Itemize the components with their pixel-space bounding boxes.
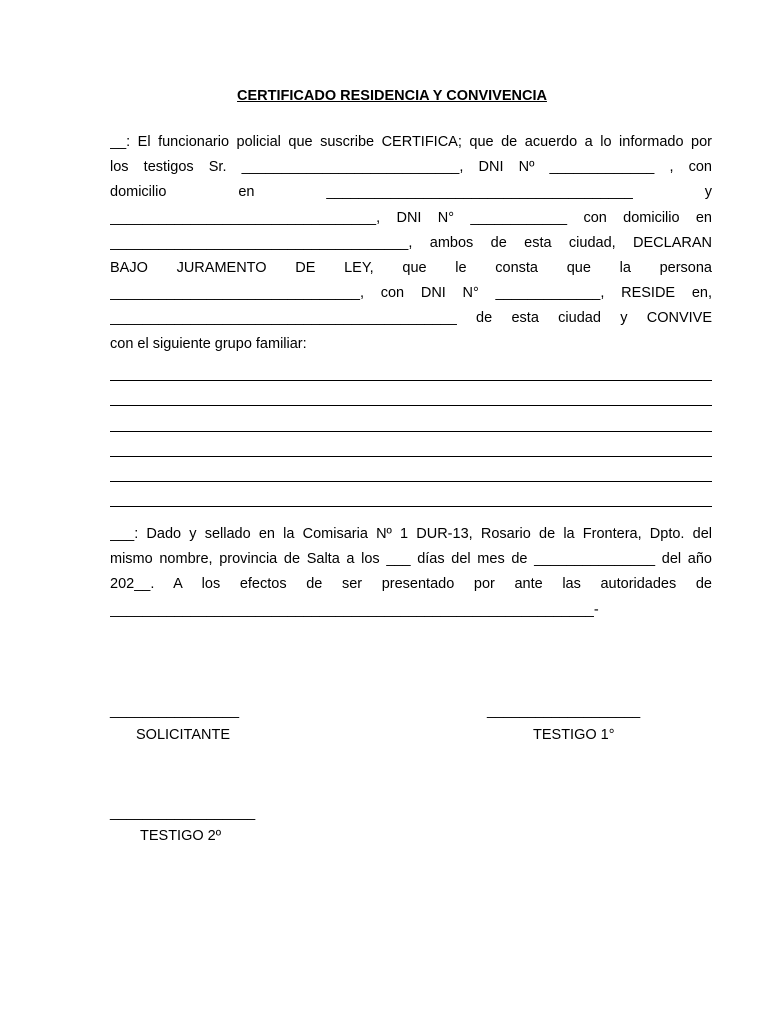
blank-line <box>110 385 712 410</box>
paragraph-line: mismo nombre, provincia de Salta a los ___ días del mes de _______________ del año <box>110 551 712 568</box>
blank-line <box>110 360 712 385</box>
blank-line <box>110 486 712 511</box>
paragraph-line: los testigos Sr. ___________________________, DNI Nº _____________ , con <box>110 159 712 176</box>
paragraph-line: __: El funcionario policial que suscribe CERTIFICA; que de acuerdo a lo informado por <box>110 134 712 150</box>
certification-paragraph <box>110 130 712 357</box>
paragraph-line: _________________________________, DNI N° ____________ con domicilio en <box>110 209 712 226</box>
paragraph-line: ____________________________________________________________- <box>110 601 599 618</box>
paragraph-line: 202__. A los efectos de ser presentado por ante las autoridades de <box>110 576 712 593</box>
paragraph-line: _______________________________, con DNI N° _____________, RESIDE en, <box>110 285 712 302</box>
solicitante-signature-line: ________________ <box>110 703 240 719</box>
family-group-blank-lines <box>110 360 712 511</box>
paragraph-line: BAJO JURAMENTO DE LEY, que le consta que la persona <box>110 259 712 276</box>
paragraph-line: _____________________________________, ambos de esta ciudad, DECLARAN <box>110 234 712 251</box>
paragraph-line: ___________________________________________ de esta ciudad y CONVIVE <box>110 310 712 327</box>
paragraph-line: ___: Dado y sellado en la Comisaria Nº 1 DUR-13, Rosario de la Frontera, Dpto. del <box>110 526 712 542</box>
testigo2-label: TESTIGO 2º <box>140 828 222 844</box>
blank-line <box>110 410 712 435</box>
issuance-paragraph <box>110 522 712 623</box>
testigo2-signature-line: __________________ <box>110 805 256 821</box>
blank-line <box>110 461 712 486</box>
testigo1-label: TESTIGO 1° <box>533 727 615 743</box>
paragraph-line: con el siguiente grupo familiar: <box>110 335 307 352</box>
blank-line <box>110 436 712 461</box>
solicitante-label: SOLICITANTE <box>136 727 230 743</box>
document-title: CERTIFICADO RESIDENCIA Y CONVIVENCIA <box>237 88 547 104</box>
testigo1-signature-line: ___________________ <box>487 703 641 719</box>
paragraph-line: domicilio en ______________________________________ y <box>110 184 712 201</box>
